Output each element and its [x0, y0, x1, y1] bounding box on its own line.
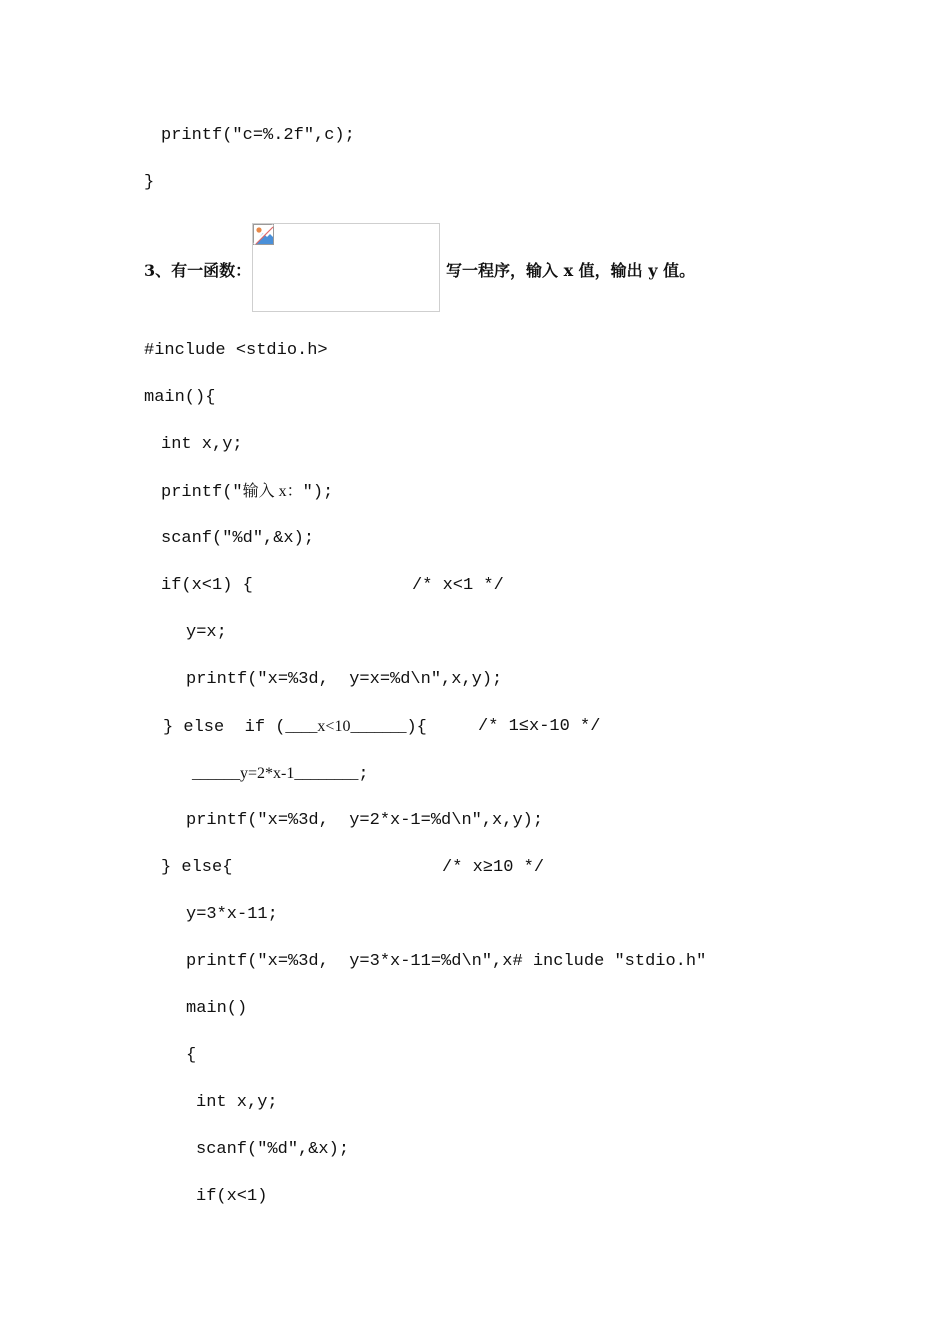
fill-in-answer: ____x<10_______: [285, 718, 407, 735]
code-segment: ");: [302, 483, 334, 502]
code-segment: printf(": [161, 483, 243, 502]
code-line: printf("x=%3d, y=2*x-1=%d\n",x,y);: [186, 811, 544, 830]
code-line: [192, 764, 369, 785]
fill-in-answer: ______y=2*x-1________: [192, 765, 359, 782]
code-line: main(): [186, 999, 248, 1018]
code-line: [163, 717, 427, 738]
code-line: int x,y;: [196, 1093, 278, 1112]
code-line: [161, 482, 333, 503]
question-suffix: 写一程序，输入 x 值，输出 y 值。: [446, 261, 696, 280]
code-line: #include <stdio.h>: [144, 341, 328, 360]
code-comment: /* x<1 */: [412, 576, 504, 595]
code-line: if(x<1): [196, 1187, 268, 1206]
code-line: y=x;: [186, 623, 227, 642]
code-line: int x,y;: [161, 435, 243, 454]
formula-image-placeholder: [252, 223, 440, 312]
code-line: } else{: [161, 858, 233, 877]
code-line: printf("c=%.2f",c);: [161, 126, 355, 145]
question-prefix: 3、有一函数：: [144, 261, 252, 280]
code-line: printf("x=%3d, y=x=%d\n",x,y);: [186, 670, 503, 689]
code-segment: ){: [406, 718, 427, 737]
code-segment: } else if (: [163, 718, 286, 737]
broken-image-icon: [253, 224, 274, 245]
code-segment: ;: [358, 765, 369, 784]
code-line: {: [186, 1046, 197, 1065]
code-line: scanf("%d",&x);: [196, 1140, 350, 1159]
code-line: }: [144, 173, 155, 192]
code-comment: /* 1≤x-10 */: [478, 717, 601, 736]
code-comment: /* x≥10 */: [442, 858, 545, 877]
chinese-text: 输入 x：: [242, 483, 303, 500]
code-line: y=3*x-11;: [186, 905, 278, 924]
code-line: scanf("%d",&x);: [161, 529, 315, 548]
code-line: printf("x=%3d, y=3*x-11=%d\n",x# include "stdio.h": [186, 952, 707, 971]
code-line: if(x<1) {: [161, 576, 253, 595]
code-line: main(){: [144, 388, 216, 407]
